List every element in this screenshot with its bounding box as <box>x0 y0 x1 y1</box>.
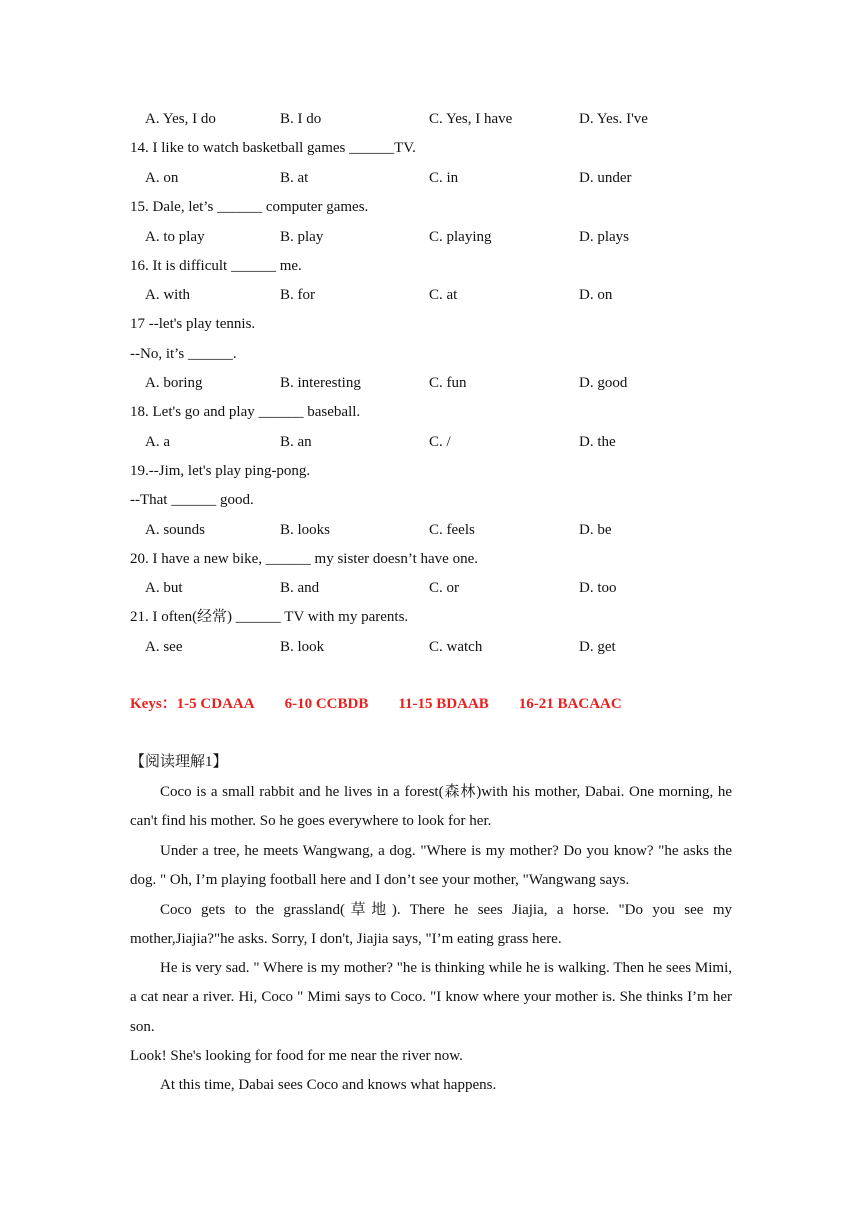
q14-option-d: D. under <box>579 170 632 186</box>
q15-option-c: C. playing <box>429 229 492 245</box>
q14-stem: 14. I like to watch basketball games ______TV. <box>130 140 416 156</box>
q13-option-c: C. Yes, I have <box>429 111 513 127</box>
q19-stem-reply: --That ______ good. <box>130 492 254 508</box>
reading-paragraph-text: Coco gets to the grassland(草地). There he sees Jiajia, a horse. "Do you see my mother,Jiajia?"he asks. Sorry, I don't, Jiajia says, "I’m eating grass here. <box>130 902 732 948</box>
q16-option-a: A. with <box>145 287 190 303</box>
answer-keys <box>130 694 622 714</box>
answer-key-group-4: 16-21 BACAAC <box>518 696 622 712</box>
q15-option-a: A. to play <box>145 229 205 245</box>
q20-option-c: C. or <box>429 580 459 596</box>
q18-option-b: B. an <box>280 434 312 450</box>
q20-option-b: B. and <box>280 580 320 596</box>
q20-option-d: D. too <box>579 580 617 596</box>
answer-key-group-3: 11-15 BDAAB <box>398 696 489 712</box>
q19-option-d: D. be <box>579 522 612 538</box>
answer-key-group-1: 1-5 CDAAA <box>176 696 255 712</box>
q14-option-b: B. at <box>280 170 309 186</box>
reading-paragraph-text: Coco is a small rabbit and he lives in a forest(森林)with his mother, Dabai. One morning, he can't find his mother. So he goes everywhere to look for her. <box>130 784 732 830</box>
q16-option-d: D. on <box>579 287 613 303</box>
q21-option-b: B. look <box>280 639 325 655</box>
q18-option-c: C. / <box>429 434 451 450</box>
q20-stem: 20. I have a new bike, ______ my sister doesn’t have one. <box>130 551 478 567</box>
q17-option-c: C. fun <box>429 375 467 391</box>
q21-stem: 21. I often(经常) ______ TV with my parents. <box>130 609 409 625</box>
q15-option-b: B. play <box>280 229 324 245</box>
reading-heading: 【阅读理解1】 <box>130 754 228 770</box>
reading-paragraph-text: Look! She's looking for food for me near the river now. <box>130 1048 463 1064</box>
answer-keys-label: Keys： <box>130 696 177 712</box>
answer-key-group-2: 6-10 CCBDB <box>284 696 369 712</box>
q15-stem: 15. Dale, let’s ______ computer games. <box>130 199 369 215</box>
q19-option-b: B. looks <box>280 522 331 538</box>
q18-option-a: A. a <box>145 434 170 450</box>
q21-option-d: D. get <box>579 639 616 655</box>
reading-paragraph <box>130 778 732 837</box>
reading-paragraph <box>130 1071 732 1100</box>
reading-paragraph <box>130 896 732 955</box>
q14-option-c: C. in <box>429 170 459 186</box>
q17-option-a: A. boring <box>145 375 203 391</box>
reading-paragraph-text: Under a tree, he meets Wangwang, a dog. "Where is my mother? Do you know? "he asks the dog. " Oh, I’m playing football here and I don’t see your mother, "Wangwang says. <box>130 843 732 889</box>
q21-option-c: C. watch <box>429 639 483 655</box>
reading-paragraph-text: At this time, Dabai sees Coco and knows what happens. <box>160 1077 497 1093</box>
q19-option-c: C. feels <box>429 522 475 538</box>
reading-paragraph <box>130 954 732 1042</box>
q21-option-a: A. see <box>145 639 183 655</box>
reading-paragraph <box>130 837 732 896</box>
reading-paragraph <box>130 1042 732 1071</box>
q18-stem: 18. Let's go and play ______ baseball. <box>130 404 361 420</box>
q16-option-b: B. for <box>280 287 315 303</box>
q16-stem: 16. It is difficult ______ me. <box>130 258 302 274</box>
q17-option-d: D. good <box>579 375 628 391</box>
q19-stem: 19.--Jim, let's play ping-pong. <box>130 463 311 479</box>
q17-option-b: B. interesting <box>280 375 361 391</box>
q18-option-d: D. the <box>579 434 616 450</box>
q17-stem: 17 --let's play tennis. <box>130 316 256 332</box>
reading-paragraph-text: He is very sad. " Where is my mother? "he is thinking while he is walking. Then he sees Mimi, a cat near a river. Hi, Coco " Mimi says to Coco. "I know where your mother is. She thinks I’m her son. <box>130 960 732 1035</box>
q19-option-a: A. sounds <box>145 522 206 538</box>
q13-option-d: D. Yes. I've <box>579 111 648 127</box>
q16-option-c: C. at <box>429 287 458 303</box>
q13-option-b: B. I do <box>280 111 322 127</box>
q17-stem-reply: --No, it’s ______. <box>130 346 237 362</box>
q14-option-a: A. on <box>145 170 179 186</box>
q20-option-a: A. but <box>145 580 183 596</box>
q13-option-a: A. Yes, I do <box>145 111 216 127</box>
q15-option-d: D. plays <box>579 229 629 245</box>
